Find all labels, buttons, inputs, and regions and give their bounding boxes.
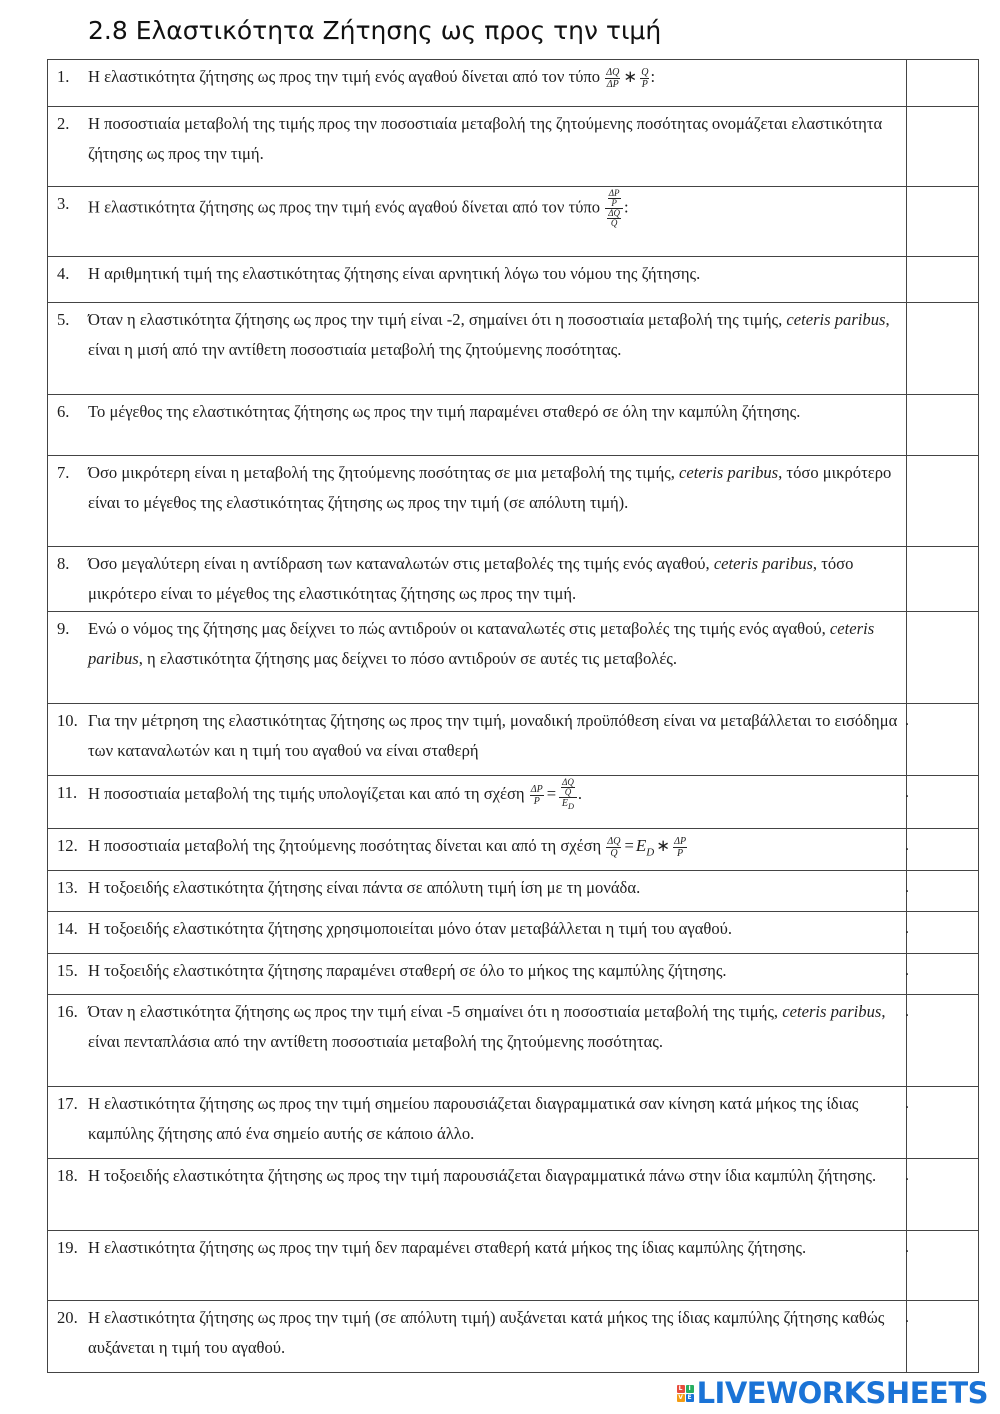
answer-cell[interactable] <box>907 954 979 995</box>
statement-text: Η ποσοστιαία μεταβολή της ζητούμενης ποσότητας δίνεται και από τη σχέση <box>88 836 606 855</box>
formula-term: P <box>641 78 648 90</box>
question-cell <box>48 704 907 776</box>
question-number: 17. <box>57 1094 78 1113</box>
fraction <box>605 189 623 228</box>
statement-text: Η τοξοειδής ελαστικότητα ζήτησης παραμένει σταθερή σε όλο το μήκος της καμπύλης ζήτησης. <box>88 961 727 980</box>
statement-text: Το μέγεθος της ελαστικότητας ζήτησης ως προς την τιμή παραμένει σταθερό σε όλη την καμπύλη ζήτησης. <box>88 402 801 421</box>
statement-text: Η τοξοειδής ελαστικότητα ζήτησης ως προς την τιμή παρουσιάζεται διαγραμματικά πάνω στην ίδια καμπύλη ζήτησης. <box>88 1166 877 1185</box>
answer-cell[interactable] <box>907 995 979 1087</box>
answer-marker: . <box>905 962 909 979</box>
question-number: 10. <box>57 711 78 730</box>
latin-phrase: ceteris paribus <box>786 310 886 329</box>
question-text <box>48 60 906 94</box>
question-text <box>48 704 906 768</box>
statement-text: Όταν η ελαστικότητα ζήτησης ως προς την τιμή είναι -2, σημαίνει ότι η ποσοστιαία μεταβολή της τιμής, <box>88 310 787 329</box>
answer-cell[interactable] <box>907 704 979 776</box>
question-text <box>48 954 906 988</box>
question-text <box>48 187 906 230</box>
formula-term: P <box>611 198 617 208</box>
question-text <box>48 995 906 1059</box>
question-cell <box>48 912 907 954</box>
question-row <box>48 954 979 995</box>
statement-text: Η ελαστικότητα ζήτησης ως προς την τιμή ενός αγαθού δίνεται από τον τύπο <box>88 197 605 217</box>
question-row <box>48 871 979 912</box>
question-row <box>48 995 979 1087</box>
statement-text: , η ελαστικότητα ζήτησης μας δείχνει το πόσο αντιδρούν σε αυτές τις μεταβολές. <box>138 649 678 668</box>
question-cell <box>48 1231 907 1301</box>
question-number: 11. <box>57 783 78 802</box>
answer-marker: . <box>905 1095 909 1112</box>
question-number: 12. <box>57 836 78 855</box>
fraction <box>559 778 577 812</box>
statement-text: Η ποσοστιαία μεταβολή της τιμής προς την ποσοστιαία μεταβολή της ζητούμενης ποσότητας ονομάζεται ελαστικότητα ζήτησης ως προς την τιμή. <box>88 114 883 163</box>
answer-marker: . <box>905 879 909 896</box>
question-number: 1. <box>57 67 70 86</box>
fraction <box>606 836 621 859</box>
question-number: 18. <box>57 1166 78 1185</box>
answer-marker: . <box>905 1239 909 1256</box>
question-row <box>48 776 979 829</box>
question-text <box>48 912 906 946</box>
answer-marker: . <box>905 1003 909 1020</box>
statement-text: Η αριθμητική τιμή της ελαστικότητας ζήτησης είναι αρνητική λόγω του νόμου της ζήτησης. <box>88 264 701 283</box>
statement-text: Όσο μικρότερη είναι η μεταβολή της ζητούμενης ποσότητας σε μια μεταβολή της τιμής, <box>88 463 680 482</box>
question-text <box>48 1159 906 1193</box>
answer-cell[interactable] <box>907 547 979 612</box>
logo-mark-letter: E <box>687 1393 692 1401</box>
question-number: 8. <box>57 554 70 573</box>
statement-text: . <box>577 783 583 803</box>
formula-operator: ∗ <box>656 836 671 855</box>
logo-mark-letter: V <box>678 1393 683 1401</box>
question-number: 2. <box>57 114 70 133</box>
statement-text: Η ελαστικότητα ζήτησης ως προς την τιμή σημείου παρουσιάζεται διαγραμματικά σαν κίνηση κατά μήκος της ίδιας καμπύλης ζήτησης από ένα σημείο αυτής σε κάποιο άλλο. <box>88 1094 859 1143</box>
question-text <box>48 395 906 429</box>
statement-text: Όταν η ελαστικότητα ζήτησης ως προς την τιμή είναι -5 σημαίνει ότι η ποσοστιαία μεταβολή της τιμής, <box>88 1002 783 1021</box>
question-row <box>48 1231 979 1301</box>
question-cell <box>48 995 907 1087</box>
question-cell <box>48 612 907 704</box>
question-text <box>48 303 906 367</box>
answer-cell[interactable] <box>907 107 979 187</box>
formula-term: Q <box>610 847 618 859</box>
question-row <box>48 829 979 871</box>
logo-mark-letter: I <box>686 1385 694 1393</box>
answer-cell[interactable] <box>907 829 979 871</box>
question-text <box>48 829 906 869</box>
question-cell <box>48 395 907 456</box>
question-cell <box>48 60 907 107</box>
formula-term: ΔQ <box>606 66 620 78</box>
formula-term: D <box>646 846 655 859</box>
answer-cell[interactable] <box>907 1231 979 1301</box>
question-row <box>48 612 979 704</box>
answer-cell[interactable] <box>907 612 979 704</box>
question-row <box>48 704 979 776</box>
question-row <box>48 1301 979 1373</box>
formula-term: P <box>533 795 540 807</box>
answer-cell[interactable] <box>907 395 979 456</box>
question-row <box>48 456 979 547</box>
formula-operator: = <box>624 836 634 855</box>
formula-term: ΔQ <box>562 777 574 787</box>
answer-cell[interactable] <box>907 776 979 829</box>
statement-text: , τόσο μικρότερο είναι το μέγεθος της ελαστικότητας ζήτησης ως προς την τιμή. <box>88 554 854 603</box>
question-number: 16. <box>57 1002 78 1021</box>
answer-marker: . <box>905 784 909 801</box>
logo-mark-icon <box>677 1385 694 1402</box>
latin-phrase: ceteris paribus <box>88 619 875 668</box>
fraction <box>608 189 621 208</box>
question-cell <box>48 187 907 257</box>
fraction <box>673 836 687 859</box>
answer-cell[interactable] <box>907 187 979 257</box>
formula-term: ΔP <box>606 78 619 90</box>
formula-operator: = <box>546 783 557 803</box>
formula-term: P <box>677 847 684 859</box>
statement-text: : <box>650 67 656 86</box>
question-number: 4. <box>57 264 70 283</box>
answer-cell[interactable] <box>907 303 979 395</box>
question-cell <box>48 303 907 395</box>
question-row <box>48 107 979 187</box>
question-number: 9. <box>57 619 70 638</box>
statement-text: , τόσο μικρότερο είναι το μέγεθος της ελαστικότητας ζήτησης ως προς την τιμή (σε απόλυτη τιμή). <box>88 463 892 512</box>
question-number: 15. <box>57 961 78 980</box>
answer-cell[interactable] <box>907 912 979 954</box>
fraction <box>640 67 649 90</box>
question-text <box>48 547 906 611</box>
question-table <box>47 59 979 1373</box>
latin-phrase: ceteris paribus <box>679 463 779 482</box>
statement-text: Η ελαστικότητα ζήτησης ως προς την τιμή ενός αγαθού δίνεται από τον τύπο <box>88 67 605 86</box>
answer-marker: . <box>905 712 909 729</box>
liveworksheets-logo <box>677 1376 988 1410</box>
question-cell <box>48 547 907 612</box>
question-row <box>48 303 979 395</box>
answer-cell[interactable] <box>907 1087 979 1159</box>
question-text <box>48 612 906 676</box>
question-text <box>48 257 906 291</box>
question-text <box>48 456 906 520</box>
fraction <box>530 784 544 807</box>
question-text <box>48 1301 906 1365</box>
formula-term: E <box>635 836 647 855</box>
formula-term: ΔP <box>608 188 620 198</box>
question-cell <box>48 1159 907 1231</box>
question-cell <box>48 1301 907 1373</box>
question-text <box>48 1231 906 1265</box>
question-cell <box>48 107 907 187</box>
fraction <box>605 67 620 90</box>
question-text <box>48 776 906 814</box>
answer-cell[interactable] <box>907 1301 979 1373</box>
formula-term: ΔQ <box>607 835 621 847</box>
answer-marker: . <box>905 1309 909 1326</box>
fraction <box>607 209 621 228</box>
statement-text: : <box>624 197 629 217</box>
formula-term: E <box>561 798 569 809</box>
latin-phrase: ceteris paribus <box>782 1002 882 1021</box>
question-text <box>48 871 906 905</box>
question-text <box>48 107 906 171</box>
formula-term: ΔP <box>530 783 543 795</box>
answer-cell[interactable] <box>907 60 979 107</box>
question-number: 13. <box>57 878 78 897</box>
answer-marker: . <box>905 1167 909 1184</box>
statement-text: Ενώ ο νόμος της ζήτησης μας δείχνει το πώς αντιδρούν οι καταναλωτές στις μεταβολές της τιμής ενός αγαθού, <box>88 619 830 638</box>
question-number: 7. <box>57 463 70 482</box>
question-row <box>48 1159 979 1231</box>
formula-term: D <box>568 802 575 811</box>
question-row <box>48 257 979 303</box>
answer-cell[interactable] <box>907 257 979 303</box>
question-cell <box>48 257 907 303</box>
question-number: 3. <box>57 194 70 213</box>
page-title: 2.8 Ελαστικότητα Ζήτησης ως προς την τιμή <box>88 16 662 45</box>
question-row <box>48 547 979 612</box>
answer-cell[interactable] <box>907 1159 979 1231</box>
question-cell <box>48 829 907 871</box>
answer-cell[interactable] <box>907 871 979 912</box>
question-number: 19. <box>57 1238 78 1257</box>
statement-text: Για την μέτρηση της ελαστικότητας ζήτησης ως προς την τιμή, μοναδική προϋπόθεση είναι να μεταβάλλεται το εισόδημα των καταναλωτών και η τιμή του αγαθού να είναι σταθερή <box>88 711 898 760</box>
formula-term: ΔQ <box>608 208 621 218</box>
question-number: 5. <box>57 310 70 329</box>
formula-term: Q <box>641 66 649 78</box>
statement-text: Όσο μεγαλύτερη είναι η αντίδραση των καταναλωτών στις μεταβολές της τιμής ενός αγαθού, <box>88 554 714 573</box>
statement-text: Η τοξοειδής ελαστικότητα ζήτησης είναι πάντα σε απόλυτη τιμή ίση με τη μονάδα. <box>88 878 641 897</box>
statement-text: , είναι πενταπλάσια από την αντίθετη ποσοστιαία μεταβολή της ζητούμενης ποσότητας. <box>88 1002 886 1051</box>
answer-cell[interactable] <box>907 456 979 547</box>
statement-text: Η ελαστικότητα ζήτησης ως προς την τιμή (σε απόλυτη τιμή) αυξάνεται κατά μήκος της ίδιας καμπύλης ζήτησης καθώς αυξάνεται η τιμή του αγαθού. <box>88 1308 885 1357</box>
formula <box>605 835 688 859</box>
question-cell <box>48 1087 907 1159</box>
logo-text: LIVEWORKSHEETS <box>696 1376 988 1410</box>
question-row <box>48 912 979 954</box>
logo-mark-letter: L <box>677 1385 685 1393</box>
fraction <box>561 778 575 797</box>
answer-marker: . <box>905 920 909 937</box>
formula-operator: ∗ <box>623 67 638 86</box>
question-number: 20. <box>57 1308 78 1327</box>
question-cell <box>48 776 907 829</box>
statement-text: , είναι η μισή από την αντίθετη ποσοστιαία μεταβολή της ζητούμενης ποσότητας. <box>88 310 890 359</box>
question-number: 14. <box>57 919 78 938</box>
question-row <box>48 395 979 456</box>
statement-text: Η τοξοειδής ελαστικότητα ζήτησης χρησιμοποιείται μόνο όταν μεταβάλλεται η τιμή του αγαθού. <box>88 919 733 938</box>
question-text <box>48 1087 906 1151</box>
question-cell <box>48 871 907 912</box>
question-number: 6. <box>57 402 70 421</box>
formula-term: Q <box>610 218 618 228</box>
latin-phrase: ceteris paribus <box>713 554 813 573</box>
statement-text: Η ποσοστιαία μεταβολή της τιμής υπολογίζεται και από τη σχέση <box>88 783 529 803</box>
question-row <box>48 60 979 107</box>
formula-term: ΔP <box>674 835 687 847</box>
statement-text: Η ελαστικότητα ζήτησης ως προς την τιμή δεν παραμένει σταθερή κατά μήκος της ίδιας καμπύλης ζήτησης. <box>88 1238 807 1257</box>
formula <box>604 66 650 90</box>
question-cell <box>48 954 907 995</box>
answer-marker: . <box>905 837 909 854</box>
formula-term: Q <box>564 787 572 797</box>
question-cell <box>48 456 907 547</box>
question-row <box>48 187 979 257</box>
question-row <box>48 1087 979 1159</box>
